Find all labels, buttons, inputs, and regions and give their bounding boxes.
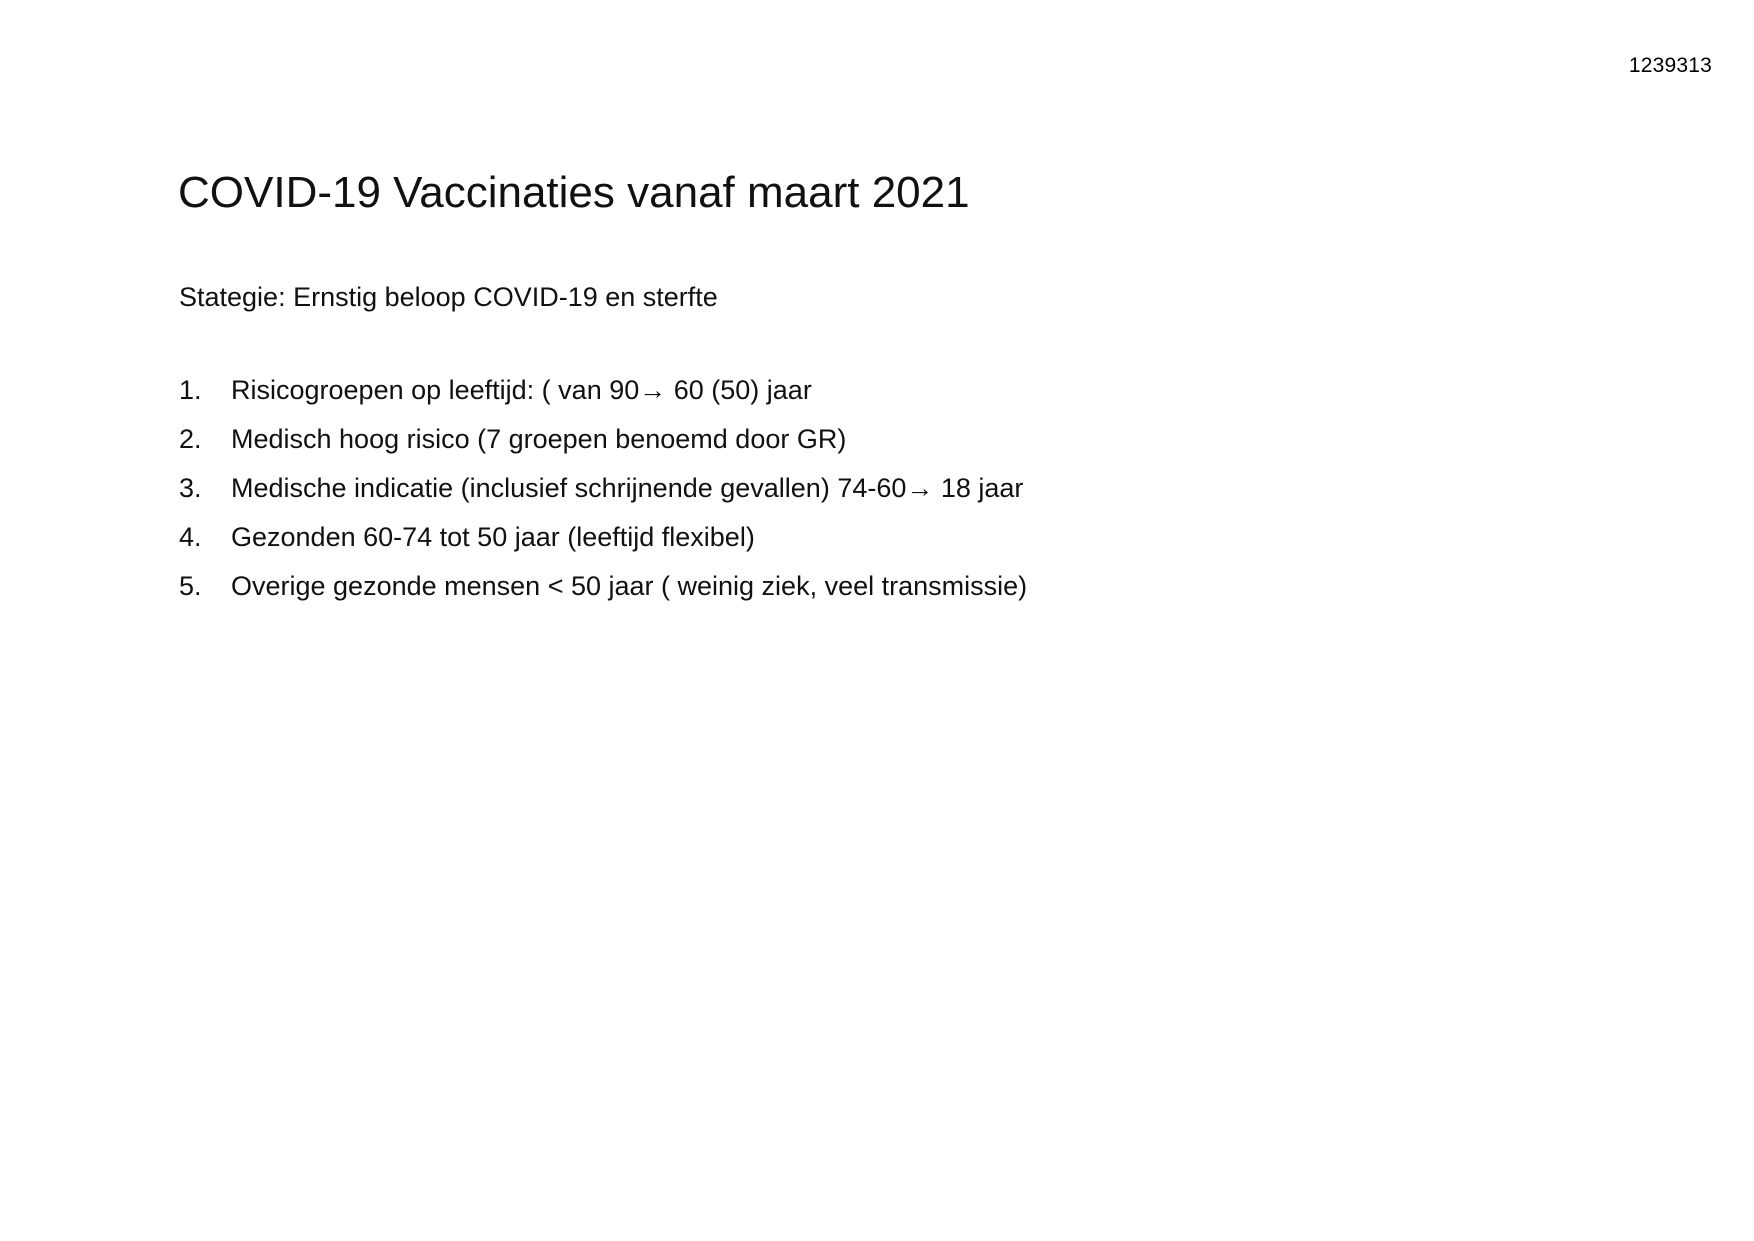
list-item — [179, 426, 1479, 453]
list-item-number: 5. — [179, 571, 202, 601]
list-item — [179, 524, 1479, 551]
list-item-label: Medische indicatie (inclusief schrijnende gevallen) 74-60→ 18 jaar — [231, 473, 1024, 503]
list-item — [179, 573, 1479, 600]
list-item-number: 3. — [179, 473, 202, 503]
document-id: 1239313 — [1628, 54, 1712, 77]
list-item-label: Gezonden 60-74 tot 50 jaar (leeftijd flexibel) — [231, 522, 755, 552]
priority-group-list — [179, 377, 1479, 622]
slide-subtitle: Stategie: Ernstig beloop COVID-19 en sterfte — [179, 282, 718, 312]
list-item — [179, 377, 1479, 404]
list-item-label: Medisch hoog risico (7 groepen benoemd door GR) — [231, 424, 847, 454]
page-title: COVID-19 Vaccinaties vanaf maart 2021 — [178, 168, 970, 218]
list-item-number: 1. — [179, 375, 202, 405]
list-item-label: Risicogroepen op leeftijd: ( van 90→ 60 (50) jaar — [231, 375, 812, 405]
list-item-label: Overige gezonde mensen < 50 jaar ( weinig ziek, veel transmissie) — [231, 571, 1028, 601]
list-item-number: 4. — [179, 522, 202, 552]
list-item — [179, 475, 1479, 502]
list-item-number: 2. — [179, 424, 202, 454]
